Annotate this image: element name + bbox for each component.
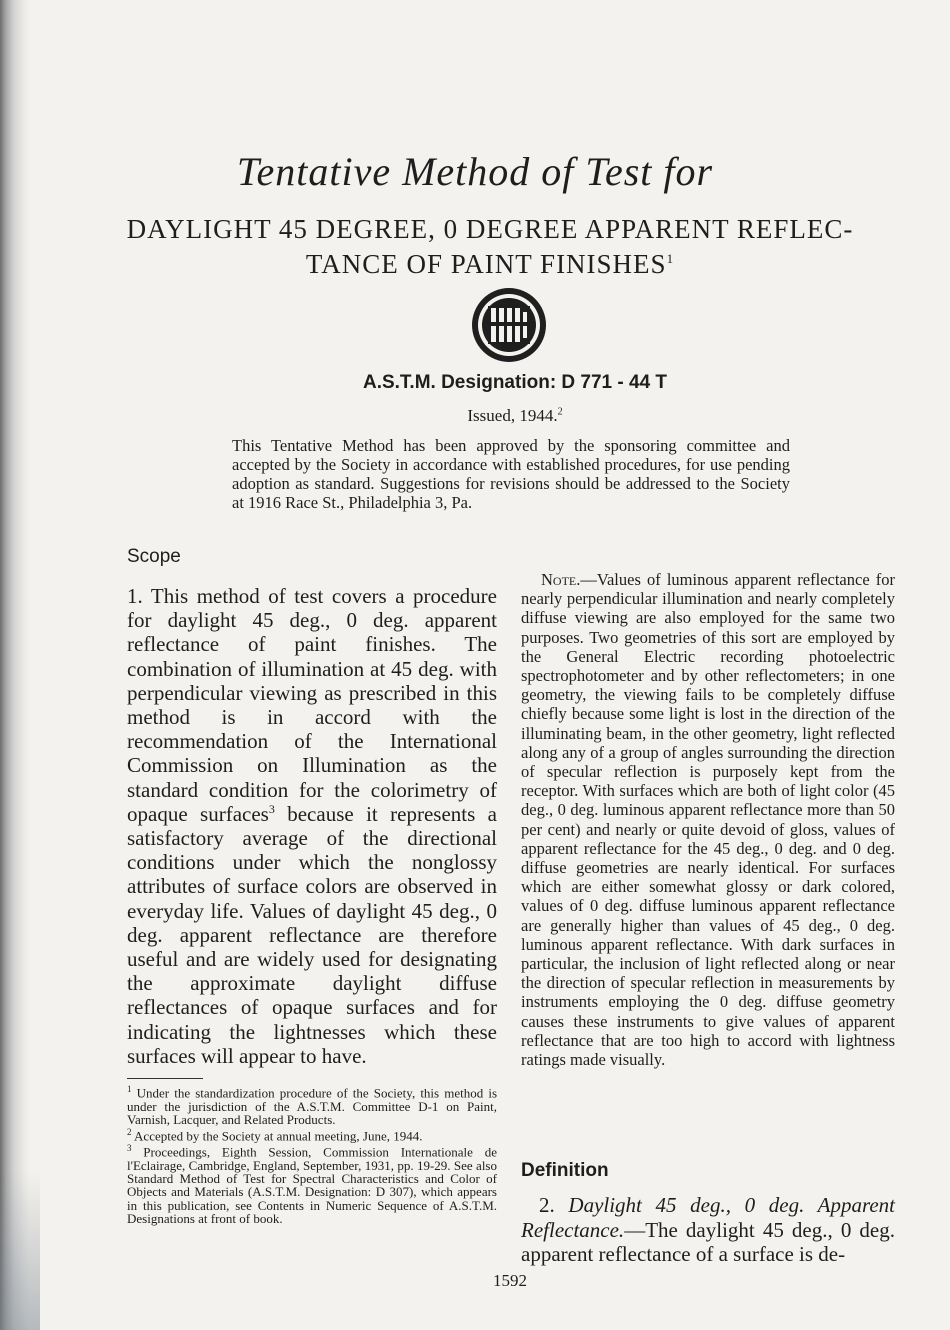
scope-text-part2: because it represents a satisfactory average of the directional conditions under which the nonglossy attributes of surface colors are observed in everyday life. Values of daylight 45 deg., 0 deg. apparent reflectance are therefore useful and are widely used for designating the approximate daylight diffuse reflectances of opaque surfaces and for indicating the lightnesses which these surfaces will appear to have.: [127, 801, 498, 1068]
footnote-2: [127, 1126, 497, 1143]
footnote-1-mark: 1: [127, 1084, 132, 1094]
footnote-3-mark: 3: [127, 1143, 132, 1154]
definition-term: Daylight 45 deg., 0 deg. Apparent Reflectance.: [521, 1193, 896, 1242]
definition-paragraph: [521, 1193, 895, 1267]
title-caps: [100, 214, 880, 279]
note-text: —Values of luminous apparent reflectance for nearly perpendicular illumination and nearly completely diffuse viewing are also employed for the same two purposes. Two geometries of this sort are employed by the General Electric recording photoelectric spectrophotometer and by other reflectometers; in one geometry, the viewing fails to be completely diffuse chiefly because some light is lost in the direction of the illuminating beam, in the other geometry, light reflected along any of a group of angles surrounding the direction of specular reflection is purposely kept from the receptor. With surfaces which are both of light color (45 deg., 0 deg. luminous apparent reflectance more than 50 per cent) and nearly or quite devoid of gloss, values of apparent reflectance for the 45 deg., 0 deg. and 0 deg. diffuse geometries are nearly identical. For surfaces which are either somewhat glossy or dark colored, values of 0 deg. diffuse luminous apparent reflectance are generally higher than values of 45 deg., 0 deg. luminous apparent reflectance. With dark surfaces in particular, the inclusion of light reflected along or near the direction of specular reflection in measurements by instruments employing the 0 deg. diffuse geometry causes these instruments to give values of apparent reflectance that are too high to accord with lightness ratings made visually.: [521, 570, 895, 1070]
issued-label: Issued, 1944.: [467, 406, 558, 425]
title-italic: Tentative Method of Test for: [236, 149, 714, 194]
title-caps-text: DAYLIGHT 45 DEGREE, 0 DEGREE APPARENT REFLEC-TANCE OF PAINT FINISHES: [126, 214, 854, 279]
issued-footnote-mark: 2: [557, 406, 563, 418]
scope-text-part1: 1. This method of test covers a procedure for daylight 45 deg., 0 deg. apparent reflectance of paint finishes. The combination of illumination at 45 deg. with perpendicular viewing as prescribed in this method is in accord with the recommendation of the International Commission on Illumination as the standard condition for the colorimetry of opaque surfaces: [127, 584, 497, 826]
footnote-1: [127, 1083, 497, 1126]
footnote-3-text: Proceedings, Eighth Session, Commission Internationale de l'Eclairage, Cambridge, England, September, 1931, pp. 19-29. See also Standard Method of Test for Spectral Characteristics and Color of Objects and Materials (A.S.T.M. Designation: D 307), which appears in this publication, see Contents in Numeric Sequence of A.S.T.M. Designations at front of book.: [127, 1144, 497, 1226]
designation: A.S.T.M. Designation: D 771 - 44 T: [362, 372, 668, 393]
note-paragraph: [521, 570, 895, 1069]
astm-seal-icon: [470, 286, 548, 364]
footnote-2-mark: 2: [127, 1126, 132, 1137]
definition-heading: Definition: [521, 1160, 609, 1181]
scope-paragraph: [127, 584, 497, 1068]
astm-logo: [470, 286, 548, 364]
scope-footnote-mark: 3: [268, 801, 275, 816]
scope-heading: Scope: [127, 546, 181, 567]
issued-line: [0, 406, 950, 426]
page-shadow: [0, 1170, 40, 1330]
note-label: Note.: [541, 570, 581, 589]
title-footnote-mark: 1: [666, 251, 675, 266]
book-spine-edge: [0, 0, 30, 1330]
definition-number: 2.: [539, 1193, 569, 1217]
page-number: 1592: [493, 1271, 527, 1290]
footnote-divider: [127, 1078, 203, 1079]
footnote-1-text: Under the standardization procedure of the Society, this method is under the jurisdiction of the A.S.T.M. Committee D-1 on Paint, Varnish, Lacquer, and Related Products.: [127, 1085, 497, 1127]
approval-statement: This Tentative Method has been approved by the sponsoring committee and accepted by the Society in accordance with established procedures, for use pending adoption as standard. Suggestions for revisions should be addressed to the Society at 1916 Race St., Philadelphia 3, Pa.: [232, 436, 790, 512]
footnotes: [127, 1083, 497, 1225]
definition-text: —The daylight 45 deg., 0 deg. apparent reflectance of a surface is de-: [521, 1217, 895, 1266]
footnote-2-text: Accepted by the Society at annual meeting, June, 1944.: [131, 1128, 423, 1144]
footnote-3: [127, 1142, 497, 1225]
